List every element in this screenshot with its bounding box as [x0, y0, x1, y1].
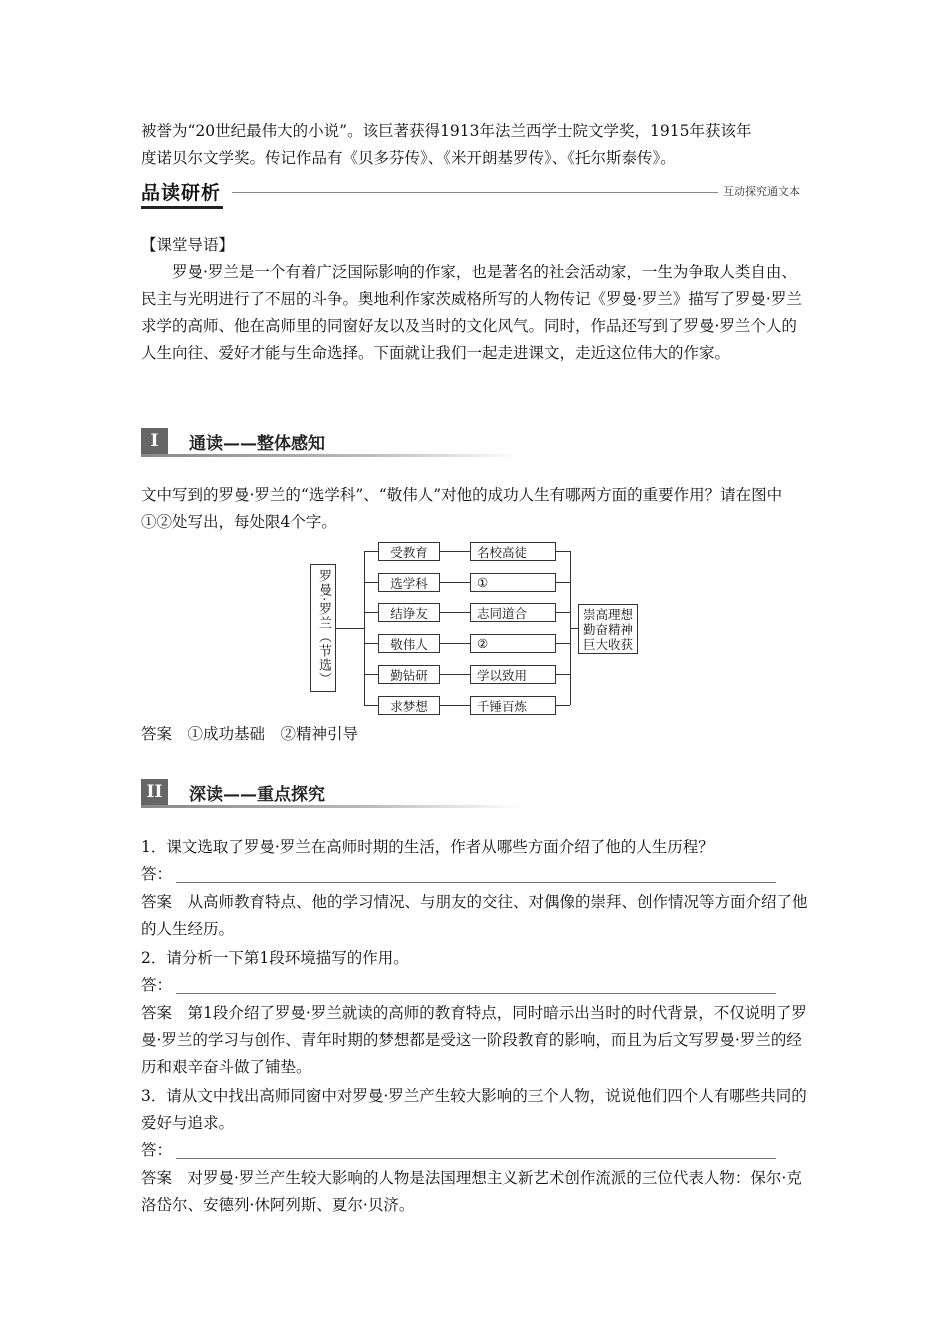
diagram-connector: [556, 705, 570, 706]
diagram-connector: [556, 582, 570, 583]
answer-label-3: 答：: [141, 1141, 173, 1159]
section-2-label: 深读——重点探究: [189, 785, 325, 805]
answer-line-2[interactable]: [176, 993, 776, 994]
section-1-bar: [141, 428, 521, 454]
diagram-connector: [440, 612, 470, 613]
diagram-result-line: 勤奋精神: [582, 621, 633, 637]
answer-label-1: 答：: [141, 865, 173, 883]
answer-label-2: 答：: [141, 976, 173, 994]
guide-text: 罗曼·罗兰是一个有着广泛国际影响的作家，也是著名的社会活动家，一生为争取人类自由、民主与光明进行了不屈的斗争。奥地利作家茨威格所写的人物传记《罗曼·罗兰》描写了罗曼·罗兰求学的高师、他在高师里的同窗好友以及当时的文化风气。同时，作品还写到了罗曼·罗兰个人的人生向往、爱好才能与生命选择。下面就让我们一起走进课文，走近这位伟大的作家。: [141, 263, 802, 362]
header-underline: [141, 206, 223, 209]
header-rule: [232, 192, 718, 193]
section-2-bar: [141, 779, 521, 805]
diagram-connector: [364, 705, 378, 706]
diagram-root-label: 罗曼·罗兰（节选）: [316, 569, 331, 687]
section-header-title: 品读研析: [141, 182, 222, 204]
diagram-connector: [440, 674, 470, 675]
diagram-connector: [556, 551, 570, 552]
diagram-connector: [364, 643, 378, 644]
diagram-left-box: 受教育: [378, 542, 440, 561]
diagram-left-box: 求梦想: [378, 696, 440, 715]
diagram-connector: [440, 643, 470, 644]
section-header-subtitle: 互动探究通文本: [723, 185, 800, 198]
diagram-mid-box: 名校高徒: [470, 542, 556, 561]
question-1: 1．课文选取了罗曼·罗兰在高师时期的生活，作者从哪些方面介绍了他的人生历程？: [141, 838, 714, 856]
diagram-root-box: [310, 564, 336, 692]
diagram-connector: [336, 628, 364, 629]
intro-line-2: 度诺贝尔文学奖。传记作品有《贝多芬传》、《米开朗基罗传》、《托尔斯泰传》。: [141, 149, 676, 167]
answer-2: 答案 第1段介绍了罗曼·罗兰就读的高师的教育特点，同时暗示出当时的时代背景，不仅说明了罗曼·罗兰的学习与创作、青年时期的梦想都是受这一阶段教育的影响，而且为后文写罗曼·罗兰的经历和艰辛奋斗做了铺垫。: [141, 1004, 807, 1076]
section-2-number: II: [141, 779, 168, 805]
guide-label: 【课堂导语】: [141, 236, 235, 254]
diagram-connector: [364, 612, 378, 613]
answer-line-3[interactable]: [176, 1158, 776, 1159]
diagram-left-box: 选学科: [378, 573, 440, 592]
diagram-connector: [570, 628, 578, 629]
diagram-result-line: 崇高理想: [582, 606, 633, 622]
diagram-connector: [364, 551, 378, 552]
question-3: 3．请从文中找出高师同窗中对罗曼·罗兰产生较大影响的三个人物，说说他们四个人有哪些共同的爱好与追求。: [141, 1087, 807, 1132]
diagram-connector: [556, 674, 570, 675]
diagram-left-box: 结诤友: [378, 603, 440, 622]
diagram-left-box: 勤钻研: [378, 665, 440, 684]
diagram-mid-box-blank-1: ①: [470, 573, 556, 592]
intro-line-1: 被誉为“20世纪最伟大的小说”。该巨著获得1913年法兰西学士院文学奖，1915年获该年: [141, 122, 752, 140]
answer-1: 答案 从高师教育特点、他的学习情况、与朋友的交往、对偶像的崇拜、创作情况等方面介绍了他的人生经历。: [141, 893, 808, 938]
diagram-connector: [440, 551, 470, 552]
section-2-underline: [141, 805, 521, 808]
section-1-number: I: [141, 428, 168, 454]
diagram-mid-box-blank-2: ②: [470, 634, 556, 653]
diagram-connector: [556, 643, 570, 644]
diagram-left-box: 敬伟人: [378, 634, 440, 653]
section-1-underline: [141, 454, 521, 457]
question-2: 2．请分析一下第1段环境描写的作用。: [141, 949, 409, 967]
diagram-mid-box: 志同道合: [470, 603, 556, 622]
section-1-question: 文中写到的罗曼·罗兰的“选学科”、“敬伟人”对他的成功人生有哪两方面的重要作用？请在图中①②处写出，每处限4个字。: [141, 486, 783, 531]
diagram-connector: [364, 582, 378, 583]
diagram-result-line: 巨大收获: [582, 636, 633, 652]
answer-3: 答案 对罗曼·罗兰产生较大影响的人物是法国理想主义新艺术创作流派的三位代表人物：保尔·克洛岱尔、安德列·休阿列斯、夏尔·贝济。: [141, 1169, 802, 1214]
section-1-label: 通读——整体感知: [189, 434, 325, 454]
diagram-mid-box: 千锤百炼: [470, 696, 556, 715]
diagram-mid-box: 学以致用: [470, 665, 556, 684]
diagram-connector: [556, 612, 570, 613]
diagram-connector: [364, 674, 378, 675]
section-1-answer: 答案 ①成功基础 ②精神引导: [141, 725, 359, 743]
answer-line-1[interactable]: [176, 882, 776, 883]
diagram-connector: [440, 582, 470, 583]
diagram-connector: [440, 705, 470, 706]
diagram-result-box: [578, 604, 638, 654]
structure-diagram: [310, 542, 650, 722]
diagram-connector: [364, 551, 365, 705]
